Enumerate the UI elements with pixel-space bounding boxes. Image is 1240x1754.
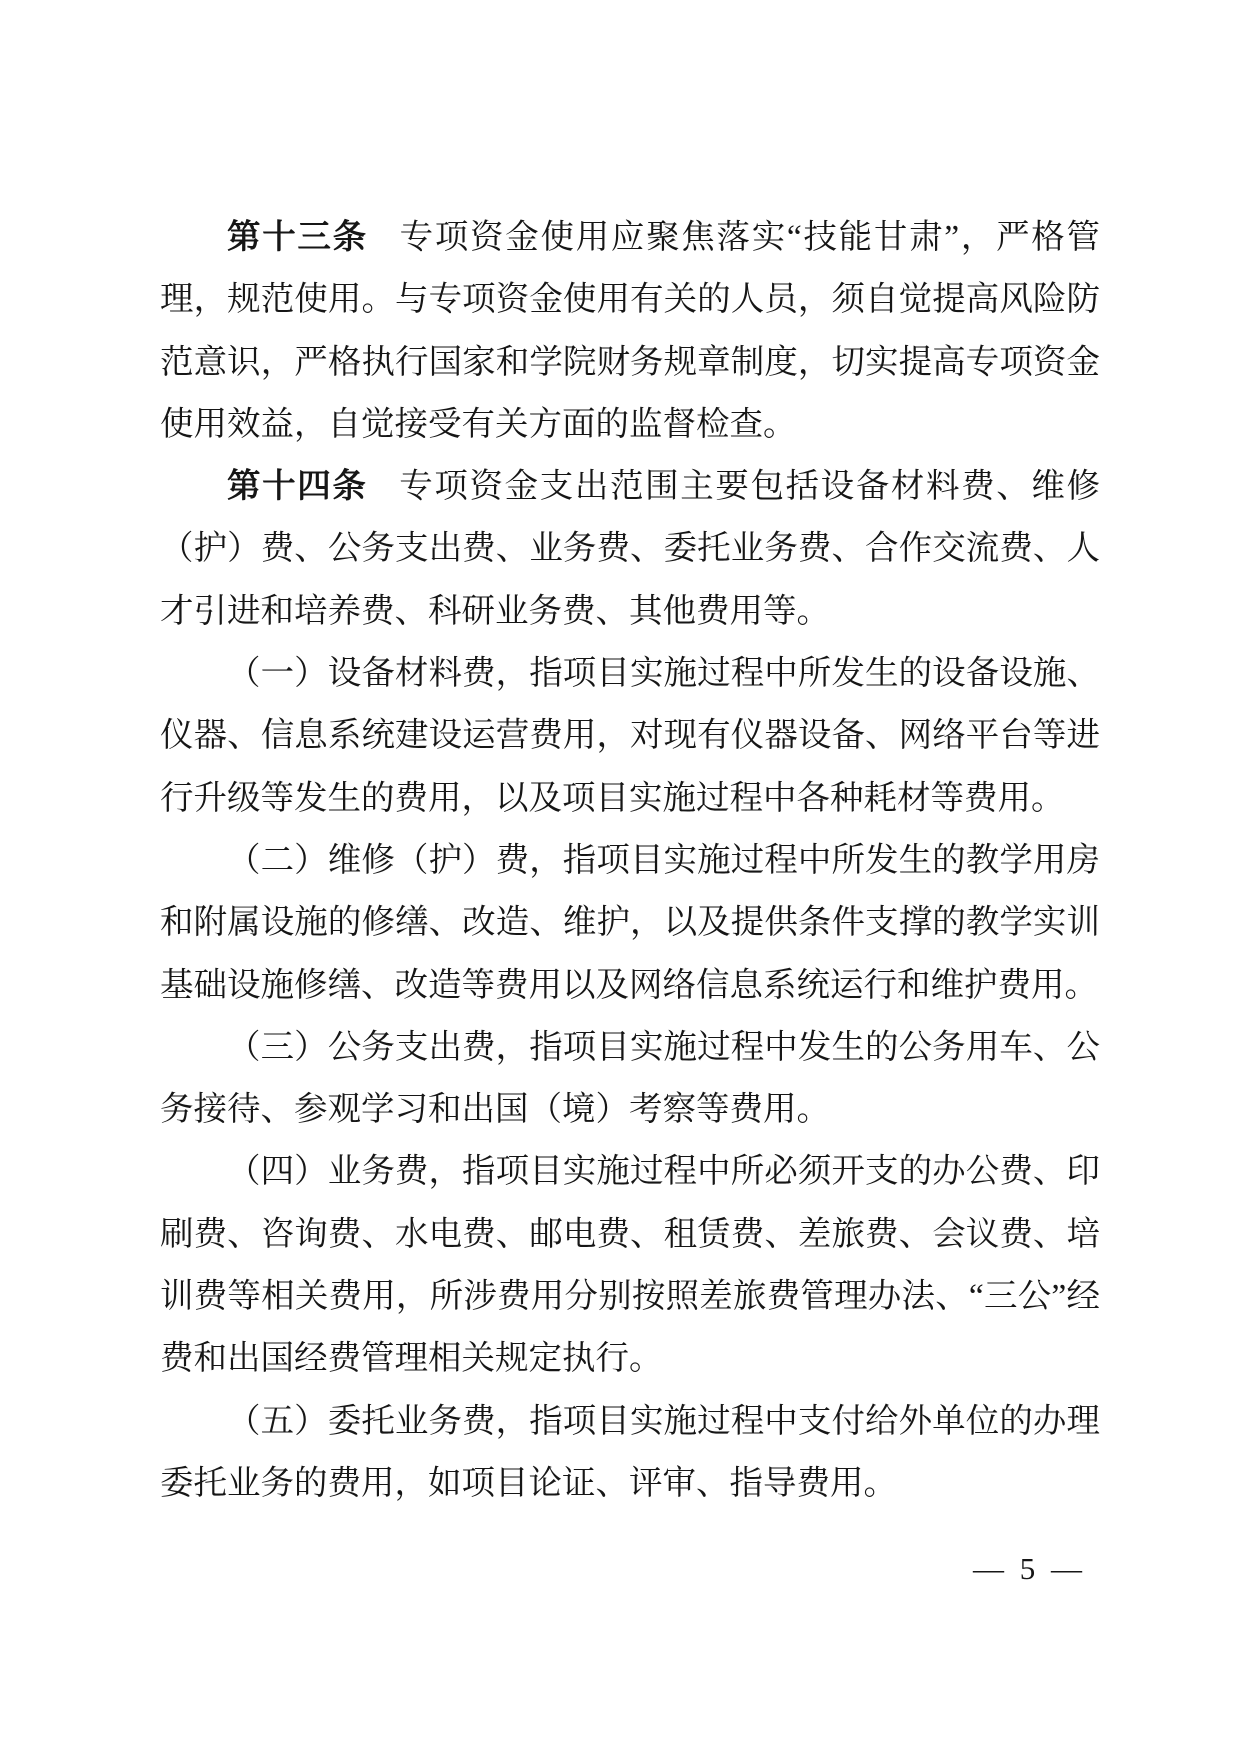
paragraph bbox=[160, 1391, 1100, 1516]
article-number: 第十四条 bbox=[227, 468, 368, 506]
paragraph-text: （一）设备材料费，指项目实施过程中所发生的设备设施、仪器、信息系统建设运营费用，对现有仪器设备、网络平台等进行升级等发生的费用，以及项目实施过程中各种耗材等费用。 bbox=[160, 655, 1100, 817]
paragraph-text: 专项资金支出范围主要包括设备材料费、维修（护）费、公务支出费、业务费、委托业务费、合作交流费、人才引进和培养费、科研业务费、其他费用等。 bbox=[160, 468, 1101, 630]
paragraph-text: （二）维修（护）费，指项目实施过程中所发生的教学用房和附属设施的修缮、改造、维护，以及提供条件支撑的教学实训基础设施修缮、改造等费用以及网络信息系统运行和维护费用。 bbox=[160, 841, 1100, 1004]
article-number: 第十三条 bbox=[227, 219, 368, 256]
paragraph bbox=[160, 1017, 1100, 1142]
page-number: — 5 — bbox=[973, 1551, 1082, 1586]
paragraph bbox=[160, 1141, 1100, 1390]
paragraph-text: （五）委托业务费，指项目实施过程中支付给外单位的办理委托业务的费用，如项目论证、评审、指导费用。 bbox=[160, 1402, 1100, 1502]
document-body bbox=[160, 207, 1100, 1515]
paragraph-text: 专项资金使用应聚焦落实“技能甘肃”，严格管理，规范使用。与专项资金使用有关的人员，须自觉提高风险防范意识，严格执行国家和学院财务规章制度，切实提高专项资金使用效益，自觉接受有关方面的监督检查。 bbox=[160, 219, 1100, 443]
paragraph bbox=[160, 456, 1100, 643]
paragraph bbox=[160, 643, 1100, 830]
paragraph-text: （四）业务费，指项目实施过程中所必须开支的办公费、印刷费、咨询费、水电费、邮电费、租赁费、差旅费、会议费、培训费等相关费用，所涉费用分别按照差旅费管理办法、“三公”经费和出国经费管理相关规定执行。 bbox=[160, 1153, 1100, 1378]
paragraph bbox=[160, 207, 1100, 456]
paragraph bbox=[160, 830, 1100, 1017]
paragraph-text: （三）公务支出费，指项目实施过程中发生的公务用车、公务接待、参观学习和出国（境）考察等费用。 bbox=[160, 1028, 1100, 1129]
